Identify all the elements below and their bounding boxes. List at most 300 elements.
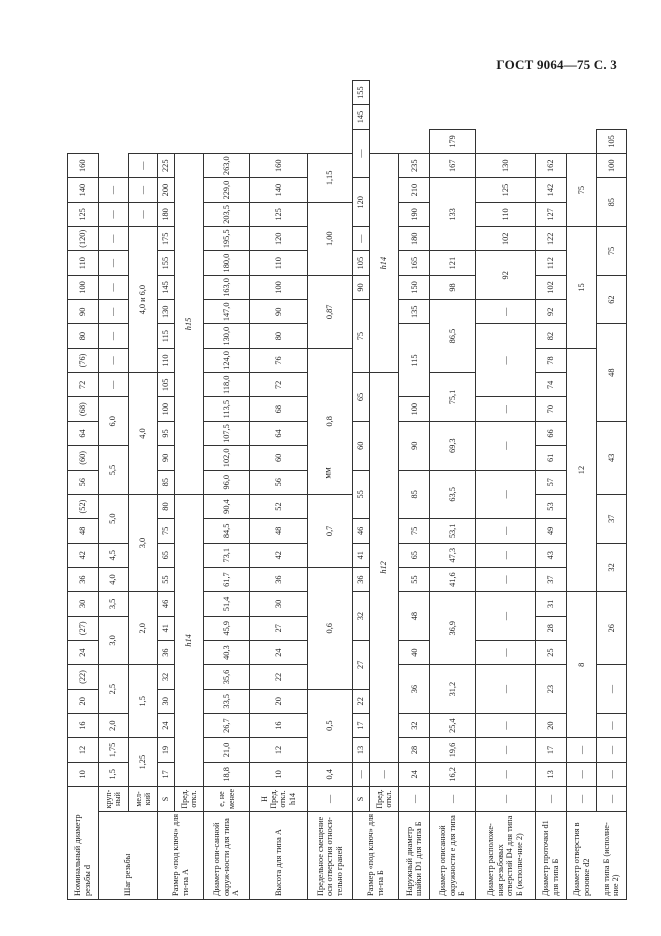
d-cell: (120)	[68, 227, 99, 251]
pitch-cell: 6,0	[98, 397, 128, 446]
H-a-cell: 10	[249, 762, 307, 786]
d1-cell: 92	[535, 300, 566, 324]
e-a-cell: 118,0	[204, 373, 250, 397]
d2-b-cell: 75	[596, 227, 626, 276]
d1-cell: 162	[535, 154, 566, 178]
D1-cell: 85	[399, 470, 430, 519]
offset-cell: 0,87	[307, 275, 353, 348]
H-a-cell: 125	[249, 202, 307, 226]
D4-cell: —	[475, 324, 535, 397]
H-a-cell: 64	[249, 421, 307, 445]
d2-cell: —	[566, 762, 596, 786]
e-a-cell: 203,5	[204, 202, 250, 226]
d1-cell: 49	[535, 519, 566, 543]
row-d	[68, 81, 99, 900]
d1-cell: 102	[535, 275, 566, 299]
s-a-cell: 17	[158, 762, 174, 786]
s-a-cell: 85	[158, 470, 174, 494]
dash-cell: —	[399, 787, 430, 812]
D1-cell: 55	[399, 567, 430, 591]
H-a-cell: 60	[249, 446, 307, 470]
s-b-cell: 36	[353, 567, 369, 591]
D4-cell: 110	[475, 202, 535, 226]
d-cell: (27)	[68, 616, 99, 640]
pitch-cell: —	[98, 275, 128, 299]
d2-b-cell: —	[596, 713, 626, 737]
e-b-cell: 41,6	[430, 567, 476, 591]
d2-b-cell: 48	[596, 324, 626, 421]
d-cell: 64	[68, 421, 99, 445]
label-H	[249, 787, 307, 812]
s-b-cell: 27	[353, 640, 369, 689]
e-a-cell: 147,0	[204, 300, 250, 324]
e-b-cell: 179	[430, 129, 476, 153]
s-a-cell: 110	[158, 348, 174, 372]
H-a-cell: 56	[249, 470, 307, 494]
pitch-cell: —	[98, 178, 128, 202]
d2-b-cell: —	[596, 762, 626, 786]
s-a-cell: 65	[158, 543, 174, 567]
s-a-cell: 90	[158, 446, 174, 470]
e-a-cell: 61,7	[204, 567, 250, 591]
e-b-cell: 16,2	[430, 762, 476, 786]
e-a-cell: 45,9	[204, 616, 250, 640]
d-cell: (76)	[68, 348, 99, 372]
D4-cell: 92	[475, 251, 535, 300]
pitch-cell: 4,0 и 6,0	[128, 227, 158, 373]
d-cell: (52)	[68, 494, 99, 518]
d-cell: 100	[68, 275, 99, 299]
s-b-cell: 55	[353, 470, 369, 519]
d2-cell: —	[566, 738, 596, 762]
label-d2-b: для типа Б (исполне-ние 2)	[596, 812, 626, 900]
s-b-cell: 60	[353, 421, 369, 470]
s-a-cell: 46	[158, 592, 174, 616]
e-b-cell: 133	[430, 178, 476, 251]
s-a-cell: 95	[158, 421, 174, 445]
pitch-cell: —	[128, 178, 158, 202]
row-e-a	[204, 81, 250, 900]
H-a-cell: 120	[249, 227, 307, 251]
D4-cell: —	[475, 470, 535, 519]
H-a-cell: 80	[249, 324, 307, 348]
D1-cell: 75	[399, 519, 430, 543]
pitch-cell: 3,0	[98, 616, 128, 665]
D1-cell: 135	[399, 300, 430, 324]
row-s-a	[158, 81, 174, 900]
row-H-a	[249, 81, 307, 900]
H-a-cell: 12	[249, 738, 307, 762]
D1-cell: 36	[399, 665, 430, 714]
d2-b-cell: 105	[596, 129, 626, 153]
d-cell: 125	[68, 202, 99, 226]
row-d1	[535, 81, 566, 900]
d1-cell: 53	[535, 494, 566, 518]
d1-cell: 142	[535, 178, 566, 202]
D1-cell: 180	[399, 227, 430, 251]
e-a-cell: 96,0	[204, 470, 250, 494]
s-b-cell: 90	[353, 275, 369, 299]
d1-cell: 17	[535, 738, 566, 762]
s-b-cell: 46	[353, 519, 369, 543]
H-a-cell: 22	[249, 665, 307, 689]
H-a-cell: 90	[249, 300, 307, 324]
rotated-table-wrapper	[67, 80, 627, 900]
d2-cell: 12	[566, 348, 596, 591]
D1-cell: 115	[399, 324, 430, 397]
label-e-min: e, не менее	[204, 787, 250, 812]
row-e-b	[430, 81, 476, 900]
label-coarse: круп-ный	[98, 787, 128, 812]
offset-cell: 0,7	[307, 494, 353, 567]
s-b-cell: 41	[353, 543, 369, 567]
s-b-cell: 13	[353, 738, 369, 762]
row-d2-b	[596, 81, 626, 900]
dash-cell: —	[566, 787, 596, 812]
H-tol: Пред. откл. h14	[269, 789, 297, 809]
H-a-cell: 110	[249, 251, 307, 275]
row-pitch-coarse	[98, 81, 128, 900]
label-d: Номинальный диаметр резьбы d	[68, 787, 99, 900]
pitch-cell: —	[98, 324, 128, 348]
e-a-cell: 124,0	[204, 348, 250, 372]
d-cell: 48	[68, 519, 99, 543]
e-a-cell: 107,5	[204, 421, 250, 445]
D1-cell: 210	[399, 178, 430, 202]
pitch-cell: 1,75	[98, 738, 128, 762]
d-cell: 72	[68, 373, 99, 397]
dash-cell: —	[596, 787, 626, 812]
d-cell: 30	[68, 592, 99, 616]
pitch-cell: —	[128, 202, 158, 226]
s-b-cell: —	[353, 762, 369, 786]
s-b-cell: 155	[353, 81, 369, 105]
D4-cell: —	[475, 665, 535, 714]
s-b-cell: —	[353, 227, 369, 251]
e-b-cell: 167	[430, 154, 476, 178]
dash-cell: —	[535, 787, 566, 812]
dimensions-table	[67, 80, 627, 900]
e-a-cell: 84,5	[204, 519, 250, 543]
e-a-cell: 195,5	[204, 227, 250, 251]
e-a-cell: 51,4	[204, 592, 250, 616]
label-d1: Диаметр проточки d1 для типа Б	[535, 812, 566, 900]
s-a-cell: 80	[158, 494, 174, 518]
H-a-cell: 30	[249, 592, 307, 616]
e-b-cell: 69,3	[430, 421, 476, 470]
D1-cell: 40	[399, 640, 430, 664]
row-D4	[475, 81, 535, 900]
s-a-cell: 75	[158, 519, 174, 543]
offset-cell: 0,5	[307, 689, 353, 762]
H-a-cell: 24	[249, 640, 307, 664]
e-a-cell: 263,0	[204, 154, 250, 178]
s-b-cell: 17	[353, 713, 369, 737]
D4-cell: —	[475, 397, 535, 421]
dash-cell: —	[430, 787, 476, 812]
s-b-cell: 32	[353, 592, 369, 641]
D1-cell: 190	[399, 202, 430, 226]
D4-cell: —	[475, 592, 535, 641]
d1-cell: 28	[535, 616, 566, 640]
label-e-a: Диаметр опи-санной окруж-ности для типа А	[204, 812, 250, 900]
d-cell: 90	[68, 300, 99, 324]
D4-cell: —	[475, 567, 535, 591]
d-cell: (68)	[68, 397, 99, 421]
pitch-cell: —	[98, 227, 128, 251]
pitch-cell: 2,0	[128, 592, 158, 665]
d2-b-cell: —	[596, 738, 626, 762]
d2-b-cell: 37	[596, 494, 626, 543]
d1-cell: 127	[535, 202, 566, 226]
e-a-cell: 130,0	[204, 324, 250, 348]
row-s-b	[353, 81, 369, 900]
d1-cell: 31	[535, 592, 566, 616]
D1-cell: 235	[399, 154, 430, 178]
D1-cell: 32	[399, 713, 430, 737]
e-b-cell: 47,3	[430, 543, 476, 567]
pitch-cell: —	[98, 300, 128, 324]
dash-cell: —	[475, 787, 535, 812]
d1-cell: 13	[535, 762, 566, 786]
D1-cell: 150	[399, 275, 430, 299]
d1-cell: 74	[535, 373, 566, 397]
s-b-cell: 75	[353, 300, 369, 373]
e-a-cell: 102,0	[204, 446, 250, 470]
s-a-cell: 24	[158, 713, 174, 737]
label-D4: Диаметр расположе-ния резьбовых отверстий D4 для типа Б (исполне-ние 2)	[475, 812, 535, 900]
d2-b-cell: 26	[596, 592, 626, 665]
D1-cell: 24	[399, 762, 430, 786]
d1-cell: 112	[535, 251, 566, 275]
e-a-cell: 21,0	[204, 738, 250, 762]
pitch-cell: —	[98, 373, 128, 397]
label-S-b: S	[353, 787, 369, 812]
e-a-cell: 229,0	[204, 178, 250, 202]
d1-cell: 61	[535, 446, 566, 470]
e-b-cell: 75,1	[430, 373, 476, 422]
row-D1	[399, 81, 430, 900]
D1-cell: 165	[399, 251, 430, 275]
s-b-cell: 120	[353, 178, 369, 227]
H-a-cell: 76	[249, 348, 307, 372]
d2-b-cell: —	[596, 665, 626, 714]
d-cell: 16	[68, 713, 99, 737]
page-header: ГОСТ 9064—75 С. 3	[496, 57, 617, 72]
row-d2	[566, 81, 596, 900]
s-a-cell: 41	[158, 616, 174, 640]
s-a-cell: 200	[158, 178, 174, 202]
row-pitch-fine	[128, 81, 158, 900]
D4-cell: —	[475, 543, 535, 567]
pitch-cell: 5,5	[98, 446, 128, 495]
H-a-cell: 48	[249, 519, 307, 543]
D1-cell: 65	[399, 543, 430, 567]
label-H-a: Высота для типа А	[249, 812, 307, 900]
D1-cell: 90	[399, 421, 430, 470]
d-cell: 56	[68, 470, 99, 494]
d-cell: 36	[68, 567, 99, 591]
s-b-cell: 105	[353, 251, 369, 275]
d-cell: 80	[68, 324, 99, 348]
s-a-cell: 115	[158, 324, 174, 348]
row-s-a-tol	[174, 81, 204, 900]
pitch-cell: 5,0	[98, 494, 128, 543]
d2-cell: 75	[566, 154, 596, 227]
pitch-cell: 3,5	[98, 592, 128, 616]
label-s-a: Размер «под ключ» для ти-па А	[158, 812, 204, 900]
e-b-cell: 25,4	[430, 713, 476, 737]
d-cell: (22)	[68, 665, 99, 689]
d-cell: 24	[68, 640, 99, 664]
e-a-cell: 26,7	[204, 713, 250, 737]
d1-cell: 66	[535, 421, 566, 445]
s-a-tol-cell: h15	[174, 154, 204, 495]
d1-cell: 78	[535, 348, 566, 372]
offset-cell: 0,8	[307, 348, 353, 494]
s-a-cell: 155	[158, 251, 174, 275]
D1-cell: 100	[399, 397, 430, 421]
D1-cell: 28	[399, 738, 430, 762]
pitch-cell: 1,25	[128, 738, 158, 787]
s-a-cell: 19	[158, 738, 174, 762]
H-a-cell: 42	[249, 543, 307, 567]
D4-cell: —	[475, 738, 535, 762]
offset-cell: 1,15	[307, 154, 353, 203]
label-s-b: Размер «под ключ» для ти-па Б	[353, 812, 399, 900]
label-pitch: Шаг резьбы	[98, 812, 158, 900]
d2-b-cell: 85	[596, 178, 626, 227]
s-b-cell: —	[353, 129, 369, 178]
pitch-cell: 4,0	[128, 373, 158, 495]
D4-cell: 125	[475, 178, 535, 202]
H-a-cell: 36	[249, 567, 307, 591]
d-cell: 20	[68, 689, 99, 713]
pitch-cell: —	[98, 202, 128, 226]
label-S: S	[158, 787, 174, 812]
pitch-cell: 4,5	[98, 543, 128, 567]
d1-cell: 122	[535, 227, 566, 251]
H-a-cell: 160	[249, 154, 307, 178]
label-fine: мел-кий	[128, 787, 158, 812]
row-s-b-tol	[369, 81, 399, 900]
label-tol: Пред. откл.	[174, 787, 204, 812]
H-a-cell: 100	[249, 275, 307, 299]
D4-cell: —	[475, 300, 535, 324]
label-D1: Наружный диаметр шайки D1 для типа Б	[399, 812, 430, 900]
d1-cell: 57	[535, 470, 566, 494]
row-offset	[307, 81, 353, 900]
e-a-cell: 18,8	[204, 762, 250, 786]
s-b-cell: 22	[353, 689, 369, 713]
unit-label: мм	[322, 467, 333, 479]
e-b-cell: 19,6	[430, 738, 476, 762]
d-cell: (60)	[68, 446, 99, 470]
s-a-cell: 55	[158, 567, 174, 591]
e-b-cell: 98	[430, 275, 476, 299]
e-a-cell: 163,0	[204, 275, 250, 299]
d-cell: 12	[68, 738, 99, 762]
label-offset: Предельное смещение оси отверстия относи-тельно граней	[307, 812, 353, 900]
e-b-cell: 63,5	[430, 470, 476, 519]
D1-cell: 48	[399, 592, 430, 641]
d1-cell: 37	[535, 567, 566, 591]
e-a-cell: 40,3	[204, 640, 250, 664]
pitch-cell: 1,5	[128, 665, 158, 738]
offset-cell: 0,4	[307, 762, 353, 786]
e-a-cell: 180,0	[204, 251, 250, 275]
d2-cell: 15	[566, 227, 596, 349]
d-cell: 140	[68, 178, 99, 202]
H-a-cell: 140	[249, 178, 307, 202]
s-a-cell: 32	[158, 665, 174, 689]
d1-cell: 43	[535, 543, 566, 567]
s-a-cell: 145	[158, 275, 174, 299]
offset-cell: 0,6	[307, 567, 353, 689]
H-a-cell: 72	[249, 373, 307, 397]
s-b-tol-cell: h12	[369, 373, 399, 763]
pitch-cell: 1,5	[98, 762, 128, 786]
d1-cell: 20	[535, 713, 566, 737]
e-a-cell: 73,1	[204, 543, 250, 567]
D4-cell: —	[475, 713, 535, 737]
pitch-cell: 3,0	[128, 494, 158, 591]
D4-cell: 130	[475, 154, 535, 178]
d-cell: 10	[68, 762, 99, 786]
offset-cell: 1,00	[307, 202, 353, 275]
H-a-cell: 20	[249, 689, 307, 713]
pitch-cell: 2,5	[98, 665, 128, 714]
pitch-cell: 4,0	[98, 567, 128, 591]
e-a-cell: 33,5	[204, 689, 250, 713]
s-b-cell: 65	[353, 373, 369, 422]
s-a-cell: 180	[158, 202, 174, 226]
s-b-tol-cell: —	[369, 762, 399, 786]
pitch-cell: 2,0	[98, 713, 128, 737]
H-a-cell: 52	[249, 494, 307, 518]
D4-cell: —	[475, 762, 535, 786]
d-cell: 42	[68, 543, 99, 567]
d2-b-cell: 43	[596, 421, 626, 494]
e-a-cell: 35,6	[204, 665, 250, 689]
dash-cell: —	[307, 787, 353, 812]
d1-cell: 25	[535, 640, 566, 664]
s-a-cell: 175	[158, 227, 174, 251]
d2-b-cell: 32	[596, 543, 626, 592]
e-a-cell: 90,4	[204, 494, 250, 518]
s-a-tol-cell: h14	[174, 494, 204, 786]
D4-cell: —	[475, 640, 535, 664]
d-cell: 160	[68, 154, 99, 178]
D4-cell: 102	[475, 227, 535, 251]
pitch-cell: —	[98, 348, 128, 372]
D4-cell: —	[475, 421, 535, 470]
s-a-cell: 105	[158, 373, 174, 397]
d1-cell: 70	[535, 397, 566, 421]
s-a-cell: 36	[158, 640, 174, 664]
s-b-tol-cell: h14	[369, 154, 399, 373]
e-a-cell: 113,5	[204, 397, 250, 421]
H-a-cell: 27	[249, 616, 307, 640]
pitch-cell: —	[128, 154, 158, 178]
e-b-cell: 31,2	[430, 665, 476, 714]
d2-cell: 8	[566, 592, 596, 738]
H-symbol: H	[260, 796, 270, 802]
d1-cell: 23	[535, 665, 566, 714]
pitch-cell: —	[98, 251, 128, 275]
H-a-cell: 16	[249, 713, 307, 737]
s-a-cell: 225	[158, 154, 174, 178]
